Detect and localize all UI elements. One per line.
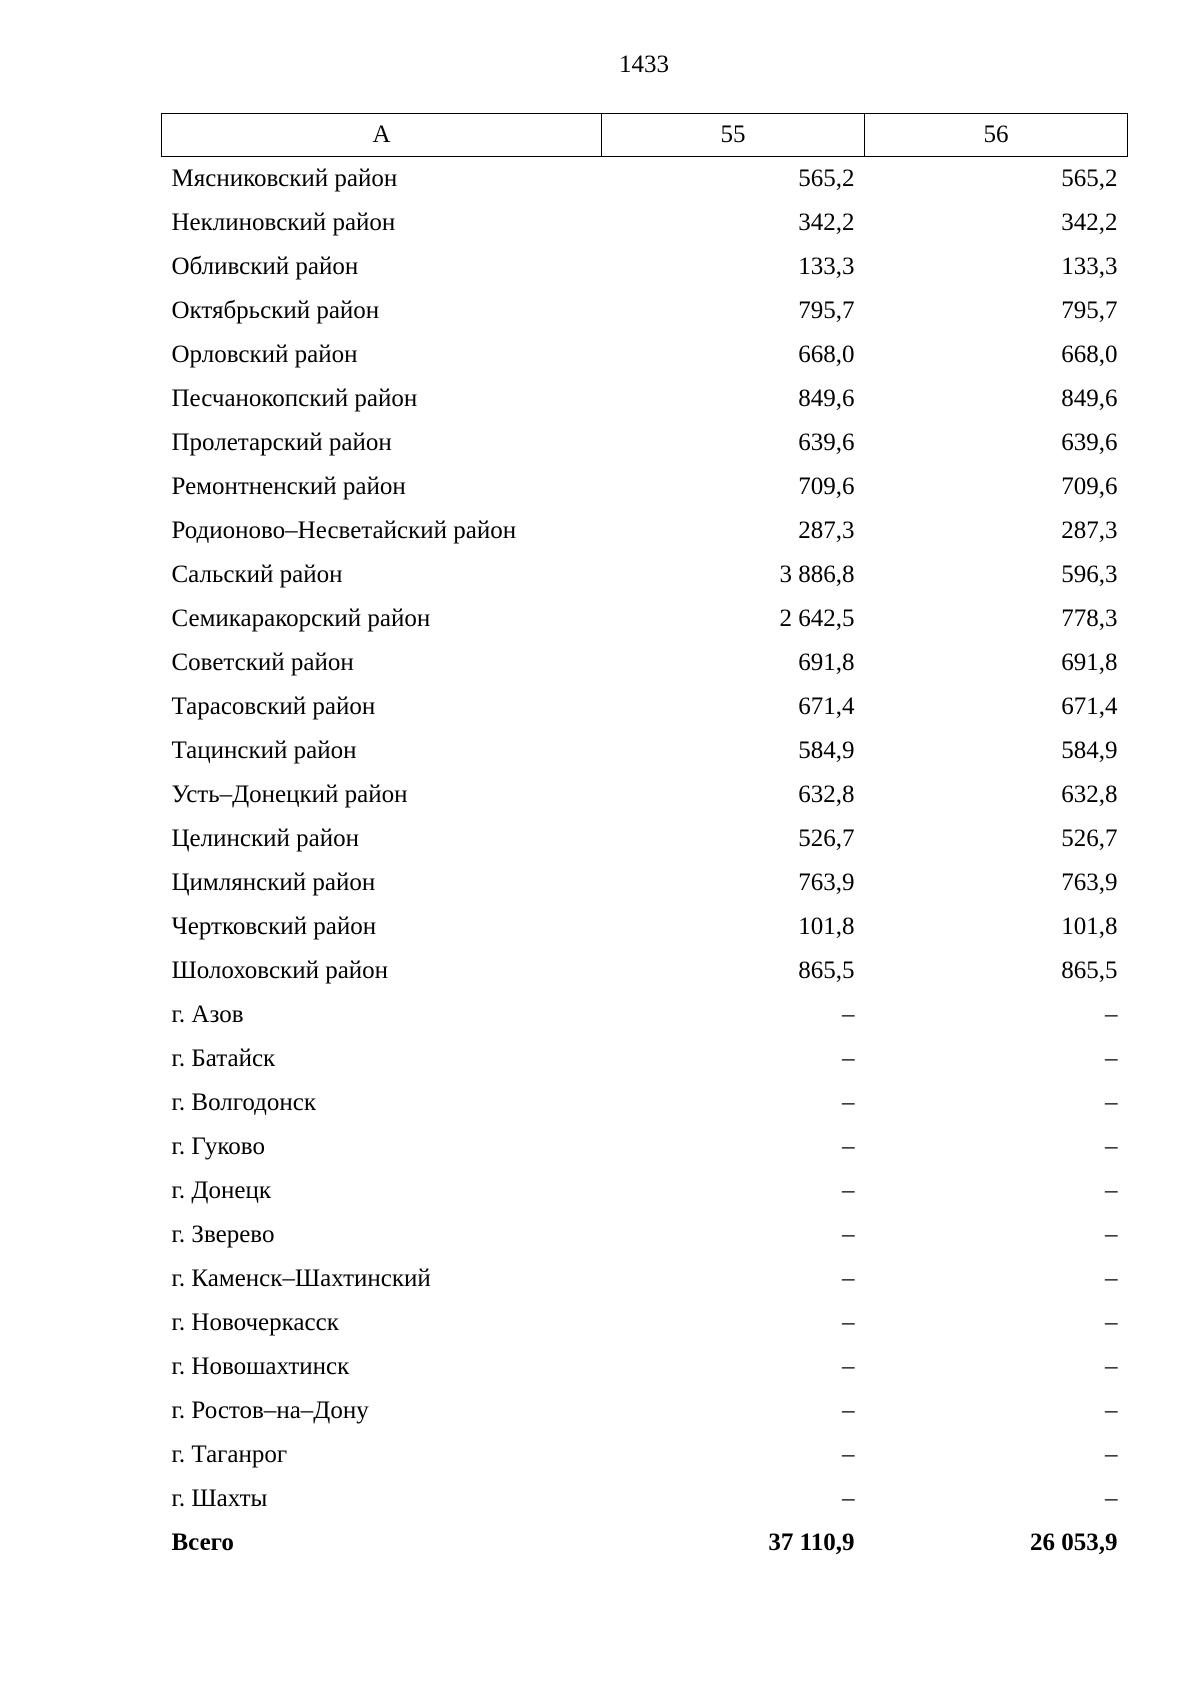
value-col-56: – bbox=[1105, 1133, 1118, 1160]
table-row bbox=[162, 1301, 1128, 1345]
table-row bbox=[162, 1037, 1128, 1081]
value-col-55: 287,3 bbox=[798, 517, 855, 544]
value-col-55: 795,7 bbox=[798, 297, 855, 324]
row-label: Шолоховский район bbox=[171, 957, 389, 984]
value-col-56: 709,6 bbox=[1061, 473, 1118, 500]
total-label: Всего bbox=[171, 1529, 234, 1556]
value-col-56: 596,3 bbox=[1061, 561, 1118, 588]
table-row bbox=[162, 421, 1128, 465]
value-col-56: 639,6 bbox=[1061, 429, 1118, 456]
row-label: Октябрьский район bbox=[171, 297, 380, 324]
row-label: г. Таганрог bbox=[171, 1441, 288, 1468]
table-row bbox=[162, 861, 1128, 905]
value-col-55: 691,8 bbox=[798, 649, 855, 676]
row-label: г. Новочеркасск bbox=[171, 1309, 339, 1336]
row-label: г. Волгодонск bbox=[171, 1089, 317, 1116]
value-col-55: 101,8 bbox=[798, 913, 855, 940]
value-col-55: 342,2 bbox=[798, 209, 855, 236]
value-col-55: 865,5 bbox=[798, 957, 855, 984]
value-col-56: – bbox=[1105, 1001, 1118, 1028]
table-row bbox=[162, 641, 1128, 685]
value-col-55: – bbox=[842, 1001, 855, 1028]
column-header-a: А bbox=[162, 114, 602, 157]
value-col-55: 709,6 bbox=[798, 473, 855, 500]
table-row bbox=[162, 289, 1128, 333]
table-row bbox=[162, 597, 1128, 641]
table-row bbox=[162, 465, 1128, 509]
table-row bbox=[162, 773, 1128, 817]
row-label: Неклиновский район bbox=[171, 209, 396, 236]
table-row bbox=[162, 1081, 1128, 1125]
value-col-55: 632,8 bbox=[798, 781, 855, 808]
value-col-55: – bbox=[842, 1221, 855, 1248]
value-col-56: 795,7 bbox=[1061, 297, 1118, 324]
row-label: г. Батайск bbox=[171, 1045, 276, 1072]
table-row bbox=[162, 1345, 1128, 1389]
value-col-55: – bbox=[842, 1485, 855, 1512]
value-col-56: 763,9 bbox=[1061, 869, 1118, 896]
value-col-55: – bbox=[842, 1265, 855, 1292]
table-row bbox=[162, 333, 1128, 377]
value-col-56: – bbox=[1105, 1397, 1118, 1424]
table-row bbox=[162, 157, 1128, 202]
value-col-55: 133,3 bbox=[798, 253, 855, 280]
value-col-55: – bbox=[842, 1353, 855, 1380]
row-label: г. Шахты bbox=[171, 1485, 268, 1512]
table-body bbox=[162, 157, 1128, 1566]
total-col-56: 26 053,9 bbox=[1030, 1529, 1118, 1556]
value-col-55: 526,7 bbox=[798, 825, 855, 852]
table-row bbox=[162, 1213, 1128, 1257]
value-col-56: – bbox=[1105, 1177, 1118, 1204]
row-label: Советский район bbox=[171, 649, 354, 676]
value-col-56: 778,3 bbox=[1061, 605, 1118, 632]
table-row bbox=[162, 949, 1128, 993]
value-col-56: – bbox=[1105, 1221, 1118, 1248]
table-row bbox=[162, 905, 1128, 949]
row-label: Обливский район bbox=[171, 253, 359, 280]
value-col-55: 584,9 bbox=[798, 737, 855, 764]
table-row bbox=[162, 993, 1128, 1037]
table-row bbox=[162, 1477, 1128, 1521]
column-header-56: 56 bbox=[865, 114, 1128, 157]
row-label: г. Ростов–на–Дону bbox=[171, 1397, 369, 1424]
table-row bbox=[162, 729, 1128, 773]
value-col-56: 133,3 bbox=[1061, 253, 1118, 280]
value-col-56: – bbox=[1105, 1089, 1118, 1116]
table-row bbox=[162, 1433, 1128, 1477]
table-row bbox=[162, 1257, 1128, 1301]
value-col-56: 287,3 bbox=[1061, 517, 1118, 544]
table-row bbox=[162, 201, 1128, 245]
value-col-56: 691,8 bbox=[1061, 649, 1118, 676]
value-col-56: 565,2 bbox=[1061, 165, 1118, 192]
value-col-55: – bbox=[842, 1133, 855, 1160]
value-col-56: 865,5 bbox=[1061, 957, 1118, 984]
row-label: Тарасовский район bbox=[171, 693, 376, 720]
row-label: Семикаракорский район bbox=[171, 605, 431, 632]
table-row bbox=[162, 509, 1128, 553]
row-label: г. Азов bbox=[171, 1001, 244, 1028]
total-col-55: 37 110,9 bbox=[768, 1529, 855, 1556]
value-col-56: – bbox=[1105, 1441, 1118, 1468]
value-col-56: 668,0 bbox=[1061, 341, 1118, 368]
value-col-55: 849,6 bbox=[798, 385, 855, 412]
value-col-56: – bbox=[1105, 1045, 1118, 1072]
value-col-56: – bbox=[1105, 1265, 1118, 1292]
value-col-56: 849,6 bbox=[1061, 385, 1118, 412]
value-col-55: 2 642,5 bbox=[779, 605, 855, 632]
value-col-55: 671,4 bbox=[798, 693, 855, 720]
row-label: г. Зверево bbox=[171, 1221, 275, 1248]
value-col-55: 639,6 bbox=[798, 429, 855, 456]
value-col-55: 3 886,8 bbox=[779, 561, 855, 588]
value-col-55: 565,2 bbox=[798, 165, 855, 192]
table-row bbox=[162, 1389, 1128, 1433]
table-row bbox=[162, 1169, 1128, 1213]
row-label: Целинский район bbox=[171, 825, 359, 852]
value-col-55: – bbox=[842, 1397, 855, 1424]
value-col-55: – bbox=[842, 1309, 855, 1336]
total-row bbox=[162, 1521, 1128, 1565]
value-col-56: 671,4 bbox=[1061, 693, 1118, 720]
table-header-row bbox=[162, 114, 1128, 157]
row-label: Пролетарский район bbox=[171, 429, 392, 456]
value-col-56: 101,8 bbox=[1061, 913, 1118, 940]
table-row bbox=[162, 245, 1128, 289]
row-label: Песчанокопский район bbox=[171, 385, 418, 412]
row-label: г. Каменск–Шахтинский bbox=[171, 1265, 431, 1292]
value-col-55: 668,0 bbox=[798, 341, 855, 368]
page-number: 1433 bbox=[619, 51, 669, 78]
row-label: Тацинский район bbox=[171, 737, 357, 764]
value-col-55: – bbox=[842, 1045, 855, 1072]
value-col-55: 763,9 bbox=[798, 869, 855, 896]
value-col-56: – bbox=[1105, 1485, 1118, 1512]
row-label: г. Новошахтинск bbox=[171, 1353, 350, 1380]
value-col-56: 342,2 bbox=[1061, 209, 1118, 236]
value-col-56: – bbox=[1105, 1353, 1118, 1380]
row-label: Орловский район bbox=[171, 341, 358, 368]
row-label: г. Донецк bbox=[171, 1177, 271, 1204]
value-col-55: – bbox=[842, 1441, 855, 1468]
value-col-56: 632,8 bbox=[1061, 781, 1118, 808]
value-col-55: – bbox=[842, 1177, 855, 1204]
table-row bbox=[162, 377, 1128, 421]
row-label: Ремонтненский район bbox=[171, 473, 406, 500]
value-col-56: 584,9 bbox=[1061, 737, 1118, 764]
row-label: Сальский район bbox=[171, 561, 343, 588]
row-label: Родионово–Несветайский район bbox=[171, 517, 517, 544]
table-row bbox=[162, 817, 1128, 861]
data-table bbox=[161, 113, 1128, 1565]
table-row bbox=[162, 685, 1128, 729]
table-row bbox=[162, 553, 1128, 597]
row-label: г. Гуково bbox=[171, 1133, 265, 1160]
column-header-55: 55 bbox=[602, 114, 865, 157]
value-col-56: – bbox=[1105, 1309, 1118, 1336]
value-col-56: 526,7 bbox=[1061, 825, 1118, 852]
row-label: Чертковский район bbox=[171, 913, 377, 940]
row-label: Усть–Донецкий район bbox=[171, 781, 408, 808]
value-col-55: – bbox=[842, 1089, 855, 1116]
row-label: Мясниковский район bbox=[171, 165, 398, 192]
row-label: Цимлянский район bbox=[171, 869, 376, 896]
table-row bbox=[162, 1125, 1128, 1169]
